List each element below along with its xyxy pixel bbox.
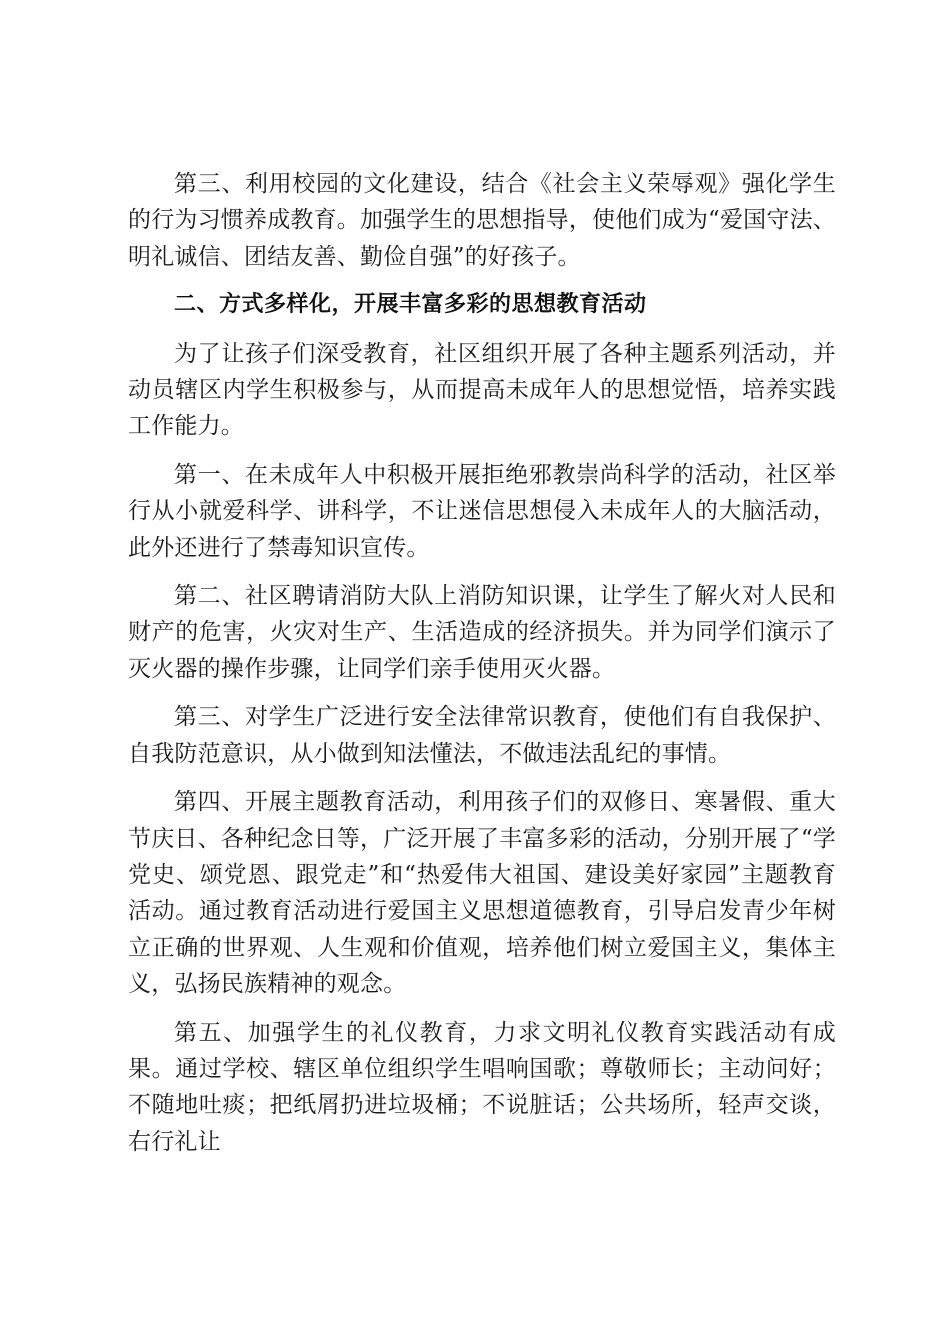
paragraph-fifth: 第五、加强学生的礼仪教育，力求文明礼仪教育实践活动有成果。通过学校、辖区单位组织学生唱响国歌；尊敬师长；主动问好；不随地吐痰；把纸屑扔进垃圾桶；不说脏话；公共场所，轻声交谈，右行礼让 xyxy=(128,1019,836,1155)
paragraph-fourth: 第四、开展主题教育活动，利用孩子们的双修日、寒暑假、重大节庆日、各种纪念日等，广泛开展了丰富多彩的活动，分别开展了“学党史、颂党恩、跟党走”和“热爱伟大祖国、建设美好家园”主题教育活动。通过教育活动进行爱国主义思想道德教育，引导启发青少年树立正确的世界观、人生观和价值观，培养他们树立爱国主义，集体主义，弘扬民族精神的观念。 xyxy=(128,789,836,998)
paragraph-third-campus-culture: 第三、利用校园的文化建设，结合《社会主义荣辱观》强化学生的行为习惯养成教育。加强学生的思想指导，使他们成为“爱国守法、明礼诚信、团结友善、勤俭自强”的好孩子。 xyxy=(128,171,836,270)
paragraph-third: 第三、对学生广泛进行安全法律常识教育，使他们有自我保护、自我防范意识，从小做到知法懂法，不做违法乱纪的事情。 xyxy=(128,704,836,767)
paragraph-second: 第二、社区聘请消防大队上消防知识课，让学生了解火对人民和财产的危害，火灾对生产、生活造成的经济损失。并为同学们演示了灭火器的操作步骤，让同学们亲手使用灭火器。 xyxy=(128,583,836,682)
paragraph-lead: 为了让孩子们深受教育，社区组织开展了各种主题系列活动，并动员辖区内学生积极参与，从而提高未成年人的思想觉悟，培养实践工作能力。 xyxy=(128,340,836,440)
section-heading-two: 二、方式多样化，开展丰富多彩的思想教育活动 xyxy=(174,292,647,318)
document-body xyxy=(128,166,836,1160)
paragraph-first: 第一、在未成年人中积极开展拒绝邪教崇尚科学的活动，社区举行从小就爱科学、讲科学，不让迷信思想侵入未成年人的大脑活动，此外还进行了禁毒知识宣传。 xyxy=(128,461,836,561)
